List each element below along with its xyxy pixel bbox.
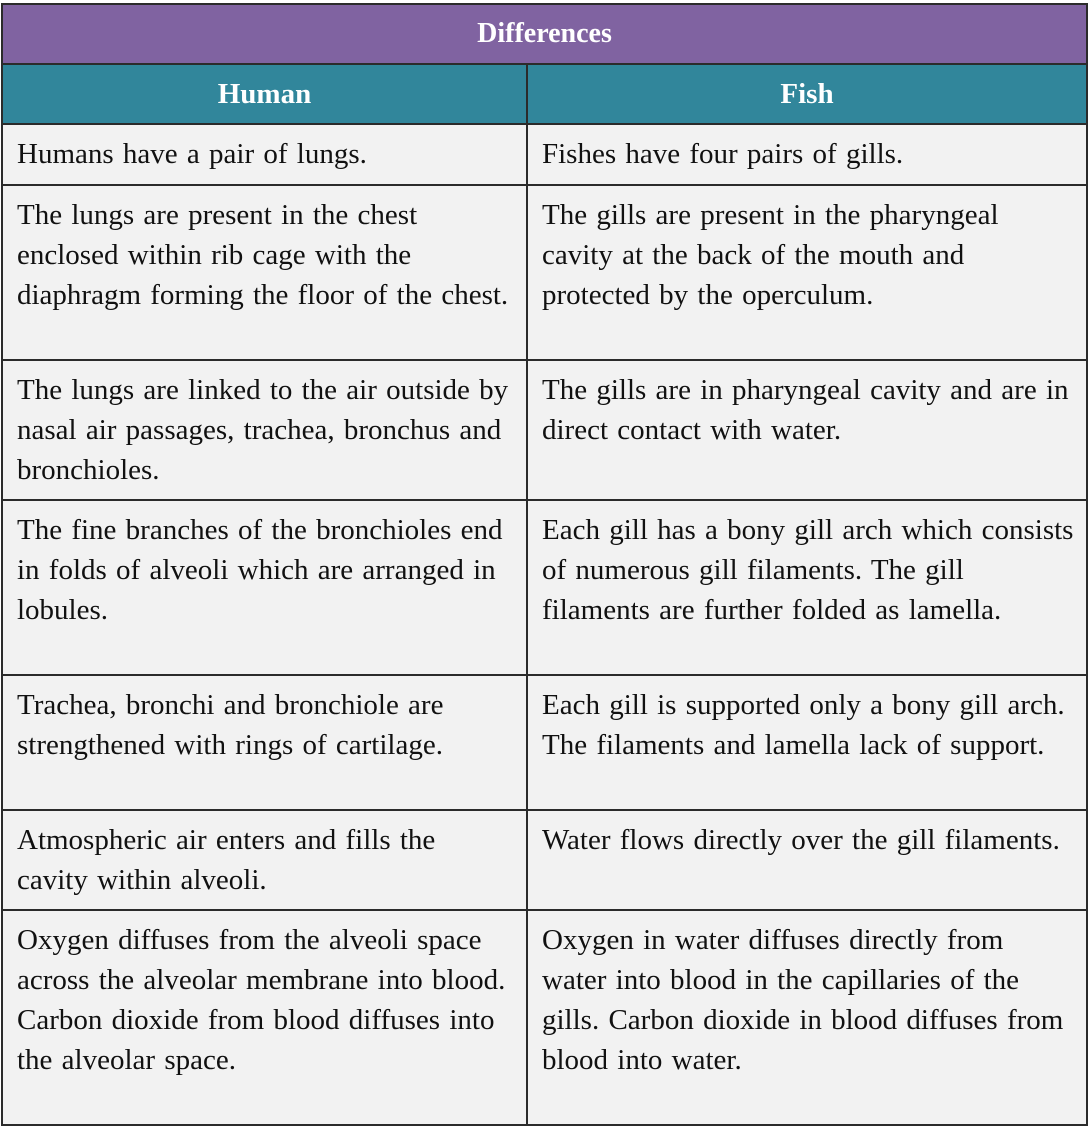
table-row bbox=[2, 910, 1087, 1125]
table-row bbox=[2, 360, 1087, 500]
header-row bbox=[2, 64, 1087, 124]
cell-human: Humans have a pair of lungs. bbox=[2, 124, 527, 185]
cell-fish: Water flows directly over the gill filaments. bbox=[527, 810, 1087, 910]
table-title: Differences bbox=[2, 4, 1087, 64]
table-row bbox=[2, 185, 1087, 360]
table-row bbox=[2, 675, 1087, 810]
cell-human: The fine branches of the bronchioles end in folds of alveoli which are arranged in lobules. bbox=[2, 500, 527, 675]
cell-fish: Each gill is supported only a bony gill arch. The filaments and lamella lack of support. bbox=[527, 675, 1087, 810]
table-row bbox=[2, 810, 1087, 910]
cell-human: The lungs are present in the chest enclosed within rib cage with the diaphragm forming the floor of the chest. bbox=[2, 185, 527, 360]
differences-table bbox=[1, 3, 1088, 1126]
cell-human: The lungs are linked to the air outside by nasal air passages, trachea, bronchus and bronchioles. bbox=[2, 360, 527, 500]
title-row bbox=[2, 4, 1087, 64]
header-fish: Fish bbox=[527, 64, 1087, 124]
header-human: Human bbox=[2, 64, 527, 124]
cell-fish: Each gill has a bony gill arch which consists of numerous gill filaments. The gill filaments are further folded as lamella. bbox=[527, 500, 1087, 675]
cell-fish: The gills are present in the pharyngeal cavity at the back of the mouth and protected by the operculum. bbox=[527, 185, 1087, 360]
cell-human: Atmospheric air enters and fills the cavity within alveoli. bbox=[2, 810, 527, 910]
table-row bbox=[2, 124, 1087, 185]
table-row bbox=[2, 500, 1087, 675]
cell-fish: Fishes have four pairs of gills. bbox=[527, 124, 1087, 185]
cell-fish: Oxygen in water diffuses directly from water into blood in the capillaries of the gills. Carbon dioxide in blood diffuses from blood into water. bbox=[527, 910, 1087, 1125]
cell-human: Trachea, bronchi and bronchiole are strengthened with rings of cartilage. bbox=[2, 675, 527, 810]
cell-fish: The gills are in pharyngeal cavity and are in direct contact with water. bbox=[527, 360, 1087, 500]
cell-human: Oxygen diffuses from the alveoli space across the alveolar membrane into blood. Carbon dioxide from blood diffuses into the alveolar space. bbox=[2, 910, 527, 1125]
